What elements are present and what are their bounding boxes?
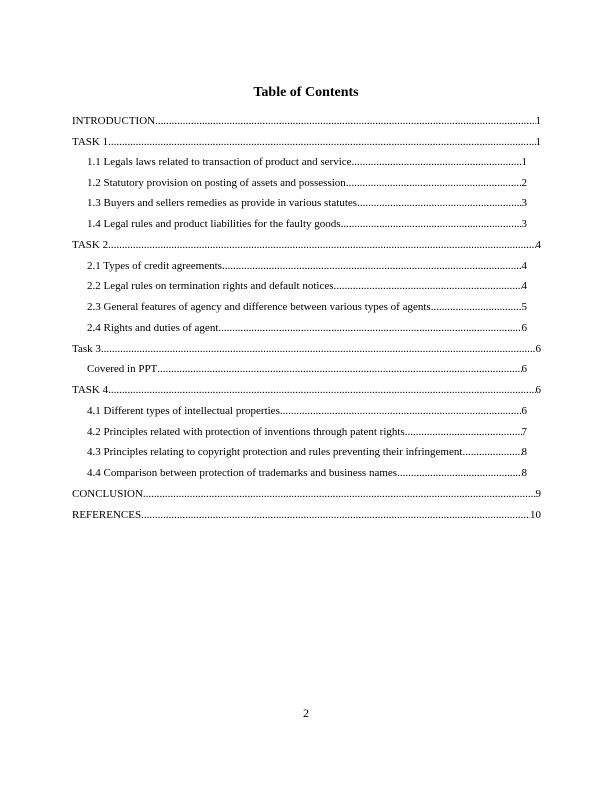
toc-entry-page: 6 xyxy=(535,384,541,396)
toc-entry-2-2[interactable] xyxy=(87,280,527,293)
toc-entry-page: 4 xyxy=(521,260,527,272)
toc-entry-label: INTRODUCTION xyxy=(72,115,156,127)
toc-entry-1-4[interactable] xyxy=(87,218,527,231)
toc-entry-page: 7 xyxy=(521,426,527,438)
toc-entry-label: 4.2 Principles related with protection of inventions through patent rights xyxy=(87,426,405,438)
toc-entry-task-3[interactable] xyxy=(72,343,541,356)
toc-entry-page: 5 xyxy=(521,301,527,313)
toc-entry-page: 8 xyxy=(521,446,527,458)
toc-entry-4-3[interactable] xyxy=(87,446,527,459)
toc-entry-4-4[interactable] xyxy=(87,467,527,480)
toc-dot-leader xyxy=(334,280,522,293)
toc-entry-page: 2 xyxy=(521,177,527,189)
toc-entry-label: TASK 1 xyxy=(72,136,109,148)
toc-dot-leader xyxy=(108,136,535,149)
toc-dot-leader xyxy=(155,115,535,128)
toc-entry-label: REFERENCES xyxy=(72,509,142,521)
toc-entry-label: Task 3 xyxy=(72,343,101,355)
toc-entry-page: 3 xyxy=(521,218,527,230)
toc-entry-2-3[interactable] xyxy=(87,301,527,314)
toc-entry-page: 4 xyxy=(521,280,527,292)
toc-entry-page: 10 xyxy=(530,509,541,521)
toc-dot-leader xyxy=(352,156,522,169)
toc-entry-label: 4.4 Comparison between protection of trademarks and business names xyxy=(87,467,398,479)
toc-entry-page: 4 xyxy=(535,239,541,251)
toc-entry-page: 9 xyxy=(535,488,541,500)
toc-entry-label: 4.1 Different types of intellectual properties xyxy=(87,405,280,417)
toc-entry-page: 6 xyxy=(521,405,527,417)
toc-entry-label: 1.1 Legals laws related to transaction of product and service xyxy=(87,156,352,168)
toc-title: Table of Contents xyxy=(253,85,359,100)
toc-entry-page: 8 xyxy=(521,467,527,479)
toc-entry-label: 2.3 General features of agency and difference between various types of agents xyxy=(87,301,431,313)
toc-dot-leader xyxy=(346,177,522,190)
toc-entry-introduction[interactable] xyxy=(72,115,541,128)
toc-entry-label: 2.1 Types of credit agreements xyxy=(87,260,222,272)
toc-entry-4-1[interactable] xyxy=(87,405,527,418)
toc-entry-label: 4.3 Principles relating to copyright protection and rules preventing their infringement xyxy=(87,446,463,458)
toc-entry-page: 1 xyxy=(535,136,541,148)
toc-entry-references[interactable] xyxy=(72,509,541,522)
toc-entry-label: TASK 2 xyxy=(72,239,109,251)
toc-entry-2-1[interactable] xyxy=(87,260,527,273)
toc-entry-label: 2.4 Rights and duties of agent xyxy=(87,322,219,334)
toc-entry-task-1[interactable] xyxy=(72,136,541,149)
toc-dot-leader xyxy=(108,239,535,252)
toc-dot-leader xyxy=(143,488,536,501)
toc-entry-label: TASK 4 xyxy=(72,384,109,396)
toc-dot-leader xyxy=(157,363,521,376)
toc-entry-1-1[interactable] xyxy=(87,156,527,169)
toc-entry-page: 6 xyxy=(521,322,527,334)
toc-entry-label: 1.2 Statutory provision on posting of assets and possession xyxy=(87,177,346,189)
toc-dot-leader xyxy=(357,197,521,210)
toc-entry-task-2[interactable] xyxy=(72,239,541,252)
toc-entry-covered-in-ppt[interactable] xyxy=(87,363,527,376)
toc-entry-page: 1 xyxy=(535,115,541,127)
toc-entry-page: 6 xyxy=(521,363,527,375)
toc-entry-label: CONCLUSION xyxy=(72,488,143,500)
toc-entry-2-4[interactable] xyxy=(87,322,527,335)
toc-dot-leader xyxy=(218,322,521,335)
toc-dot-leader xyxy=(462,446,521,459)
page-number: 2 xyxy=(303,706,309,720)
toc-dot-leader xyxy=(341,218,522,231)
toc-entry-page: 6 xyxy=(535,343,541,355)
toc-dot-leader xyxy=(101,343,536,356)
toc-entry-4-2[interactable] xyxy=(87,426,527,439)
toc-dot-leader xyxy=(222,260,522,273)
toc-entry-page: 1 xyxy=(521,156,527,168)
toc-entry-label: 2.2 Legal rules on termination rights and default notices xyxy=(87,280,334,292)
toc-entry-1-3[interactable] xyxy=(87,197,527,210)
toc-entry-label: 1.3 Buyers and sellers remedies as provide in various statutes xyxy=(87,197,358,209)
toc-entry-label: Covered in PPT xyxy=(87,363,158,375)
toc-entry-1-2[interactable] xyxy=(87,177,527,190)
toc-dot-leader xyxy=(405,426,522,439)
toc-dot-leader xyxy=(397,467,521,480)
toc-entry-label: 1.4 Legal rules and product liabilities for the faulty goods xyxy=(87,218,341,230)
toc-entry-conclusion[interactable] xyxy=(72,488,541,501)
toc-entry-task-4[interactable] xyxy=(72,384,541,397)
toc-dot-leader xyxy=(141,509,530,522)
toc-dot-leader xyxy=(431,301,522,314)
toc-dot-leader xyxy=(108,384,535,397)
toc-entry-page: 3 xyxy=(521,197,527,209)
toc-dot-leader xyxy=(280,405,522,418)
